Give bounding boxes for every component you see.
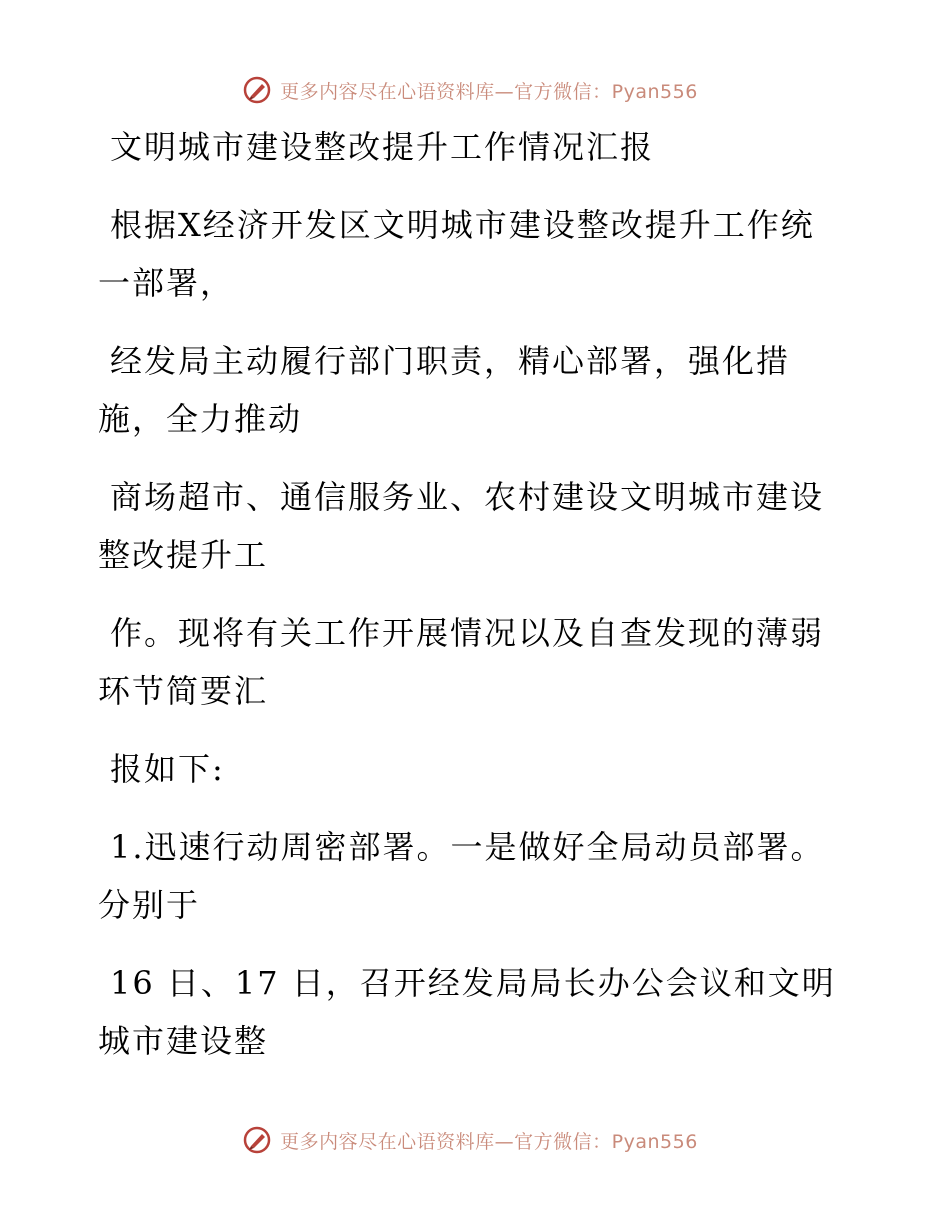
paragraph-line: 商场超市、通信服务业、农村建设文明城市建设 bbox=[110, 478, 825, 516]
paragraph bbox=[98, 604, 828, 720]
watermark-text: 更多内容尽在心语资料库—官方微信：Pyan556 bbox=[280, 1130, 698, 1153]
paragraph-line: 分别于 bbox=[98, 886, 201, 924]
paragraph-line: 报如下: bbox=[110, 750, 225, 788]
watermark-text: 更多内容尽在心语资料库—官方微信：Pyan556 bbox=[280, 80, 698, 103]
paragraph bbox=[98, 196, 828, 312]
paragraph-line: 作。现将有关工作开展情况以及自查发现的薄弱 bbox=[110, 614, 825, 652]
document-title: 文明城市建设整改提升工作情况汇报 bbox=[110, 128, 655, 166]
paragraph-line: 施，全力推动 bbox=[98, 400, 303, 438]
paragraph-line: 环节简要汇 bbox=[98, 672, 269, 710]
paragraph-line: 整改提升工 bbox=[98, 536, 269, 574]
watermark bbox=[242, 75, 698, 105]
paragraph-line: 根据X经济开发区文明城市建设整改提升工作统 bbox=[110, 206, 815, 244]
paragraph bbox=[98, 740, 828, 798]
paragraph-line: 16 日、17 日，召开经发局局长办公会议和文明 bbox=[110, 964, 836, 1002]
page-footer-watermark bbox=[0, 1120, 950, 1160]
document-body bbox=[98, 118, 836, 1070]
paragraph bbox=[98, 818, 828, 934]
paragraph-line: 城市建设整 bbox=[98, 1022, 269, 1060]
paragraph-line: 一部署， bbox=[98, 264, 235, 302]
pen-seal-logo-icon bbox=[242, 1125, 272, 1155]
paragraph bbox=[98, 332, 828, 448]
paragraph bbox=[98, 468, 828, 584]
paragraph-line: 1.迅速行动周密部署。一是做好全局动员部署。 bbox=[110, 828, 825, 866]
page-header-watermark bbox=[0, 70, 950, 110]
paragraph bbox=[98, 954, 836, 1070]
watermark bbox=[242, 1125, 698, 1155]
paragraph-line: 经发局主动履行部门职责，精心部署，强化措 bbox=[110, 342, 791, 380]
pen-seal-logo-icon bbox=[242, 75, 272, 105]
